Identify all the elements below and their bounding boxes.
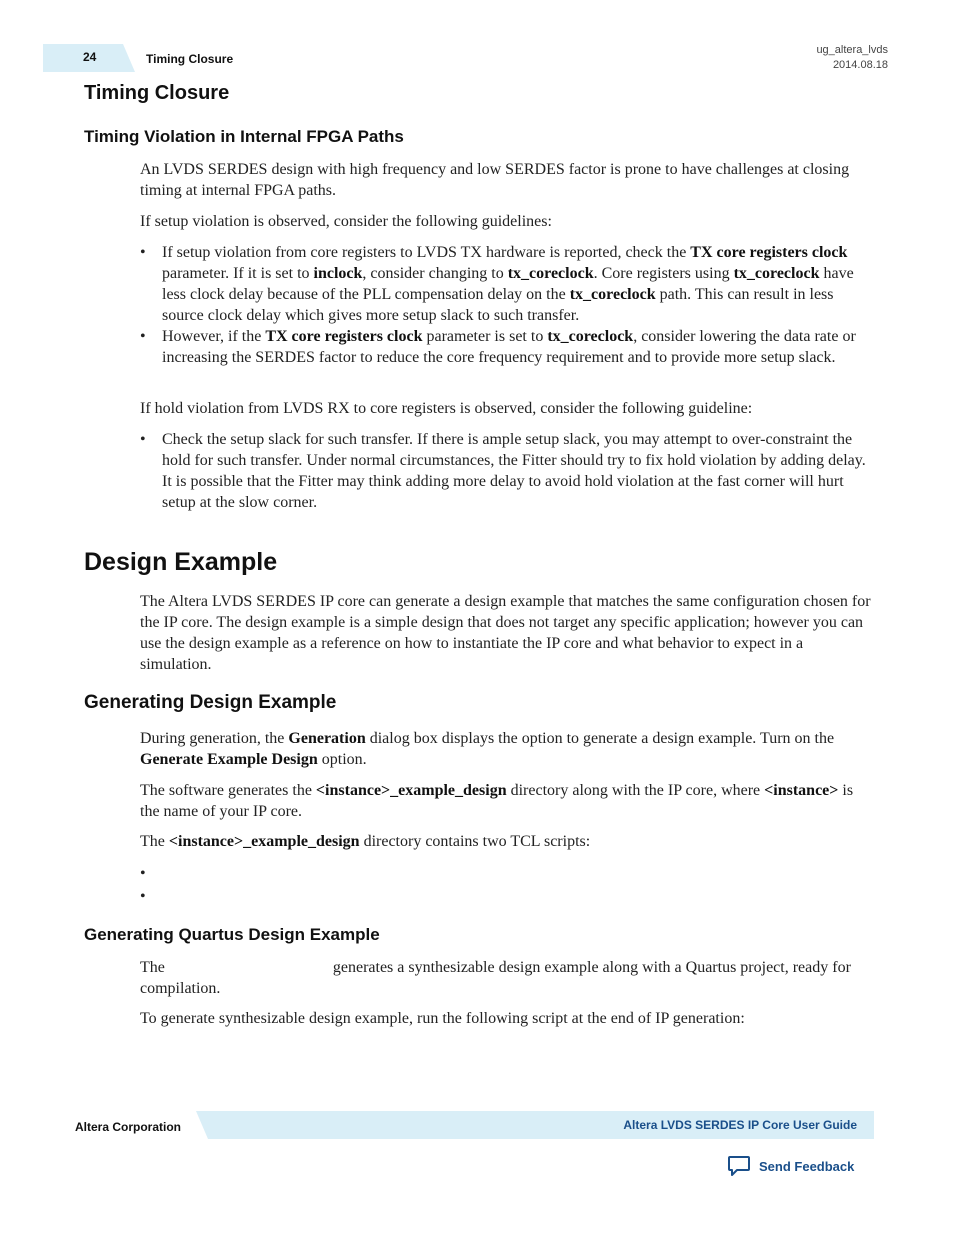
heading-timing-closure: Timing Closure [84,82,230,104]
list-item-setup-1: • If setup violation from core registers to LVDS TX hardware is reported, check the TX core registers clock parameter. If it is set to inclock, consider changing to tx_coreclock. Core registers using tx_coreclock have less clock delay because of the PLL compensation delay on the tx_coreclock path. This can result in less source clock delay which gives more setup slack to such transfer. [140,244,854,324]
heading-generating-design-example: Generating Design Example [84,692,337,713]
heading-design-example: Design Example [84,548,278,576]
paragraph-run-script: To generate synthesizable design example, run the following script at the end of IP generation: [140,1010,745,1027]
paragraph-hold-intro: If hold violation from LVDS RX to core registers is observed, consider the following guideline: [140,400,753,417]
paragraph-setup-intro: If setup violation is observed, consider the following guidelines: [140,213,552,230]
bullet-marker: • [140,244,146,261]
bullet-marker: • [140,431,146,448]
send-feedback-button[interactable] [727,1153,854,1179]
doc-id: ug_altera_lvds [816,44,888,56]
bullet-marker: • [140,888,146,905]
header-section-title: Timing Closure [146,52,234,66]
paragraph-design-example: The Altera LVDS SERDES IP core can generate a design example that matches the same configuration chosen for the IP core. The design example is a simple design that does not target any specific application; however you can use the design example as a reference on how to instantiate the IP core and what behavior to expect in a simulation. [140,593,871,673]
header-doc-info [816,43,888,73]
paragraph-quartus-example: The generates a synthesizable design example along with a Quartus project, ready for compilation. [140,959,851,997]
bullet-marker: • [140,865,146,882]
bullet-marker: • [140,328,146,345]
paragraph-tcl-scripts: The <instance>_example_design directory contains two TCL scripts: [140,833,591,850]
footer-guide-link[interactable]: Altera LVDS SERDES IP Core User Guide [623,1118,857,1132]
page-number: 24 [83,50,97,64]
send-feedback-label: Send Feedback [759,1158,855,1174]
list-item-hold-1: • Check the setup slack for such transfer. If there is ample setup slack, you may attempt to over-constraint the hold for such transfer. Under normal circumstances, the Fitter should try to fix hold violation by adding delay. It is possible that the Fitter may think adding more delay to avoid hold violation at the fast corner will hurt setup at the slow corner. [140,431,866,511]
paragraph-intro: An LVDS SERDES design with high frequency and low SERDES factor is prone to have challenges at closing timing at internal FPGA paths. [140,161,850,199]
list-item-setup-2: • However, if the TX core registers clock parameter is set to tx_coreclock, consider lowering the data rate or increasing the SERDES factor to reduce the core frequency requirement and to provide more setup slack. [140,328,856,366]
paragraph-generation-dialog: During generation, the Generation dialog box displays the option to generate a design example. Turn on the Generate Example Design option. [140,730,835,768]
heading-generating-quartus: Generating Quartus Design Example [84,925,380,944]
speech-bubble-icon [727,1154,751,1178]
footer-corporation: Altera Corporation [75,1120,182,1134]
paragraph-generated-directory: The software generates the <instance>_example_design directory along with the IP core, where <instance> is the name of your IP core. [140,782,854,820]
heading-timing-violation: Timing Violation in Internal FPGA Paths [84,127,404,146]
doc-date: 2014.08.18 [832,59,888,71]
